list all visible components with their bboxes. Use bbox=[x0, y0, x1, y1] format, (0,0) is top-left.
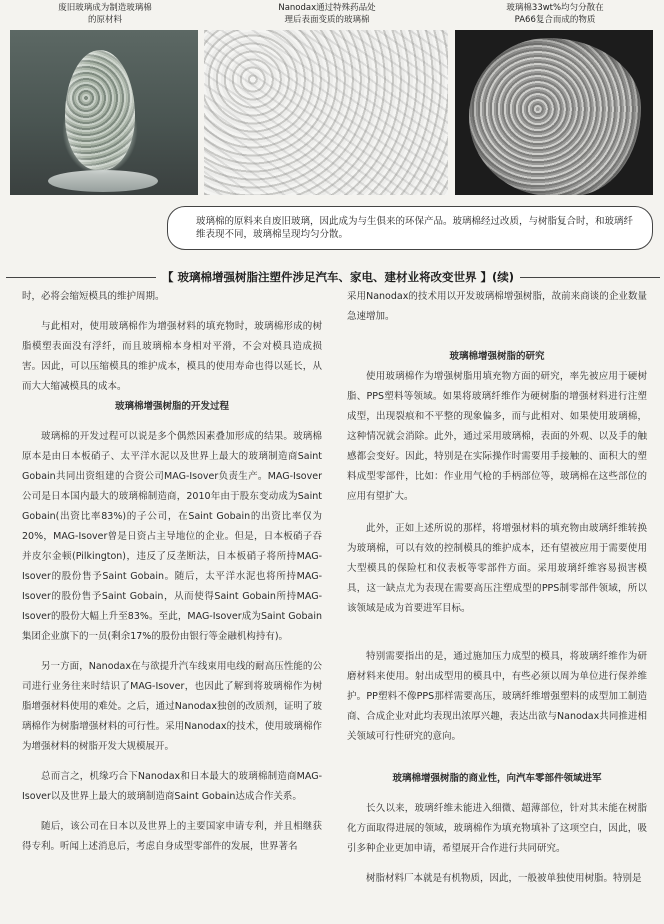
figure-3-caption: 玻璃棉33wt%均匀分散在 PA66复合而成的物质 bbox=[506, 3, 604, 25]
left-paragraph-3: 另一方面，Nanodax在与欲提升汽车线束用电线的耐高压性能的公司进行业务往来时结识了MAG-Isover，也因此了解到将玻璃棉作为树脂增强材料使用的难处。之后，通过Nanodax独创的改质剂，证明了玻璃棉作为树脂增强材料的可行性。采用Nanodax的技术，使用玻璃棉作为增强材料的树脂开发大规模展开。 bbox=[22, 661, 322, 752]
section-rule-left bbox=[6, 277, 156, 278]
section-rule-right bbox=[520, 277, 660, 278]
photo-callout: 玻璃棉的原料来自废旧玻璃，因此成为与生俱来的环保产品。玻璃棉经过改质，与树脂复合时，和玻璃纤维表现不同，玻璃棉呈现均匀分散。 bbox=[167, 206, 653, 250]
right-paragraph-5: 树脂材料厂本就是有机物质，因此，一般被单独使用树脂。特别是 bbox=[366, 873, 642, 884]
heading-development-process: 玻璃棉增强树脂的开发过程 bbox=[114, 401, 229, 412]
section-title: 【 玻璃棉增强树脂注塑件涉足汽车、家电、建材业将改变世界 】(续) bbox=[161, 270, 514, 284]
heading-research: 玻璃棉增强树脂的研究 bbox=[449, 351, 545, 362]
right-paragraph-1: 使用玻璃棉作为增强树脂用填充物方面的研究，率先被应用于硬树脂、PPS塑料等领域。如果将玻璃纤维作为硬树脂的增强材料进行注塑成型，出现裂痕和不平整的现象偏多，而与此相对、如果使用玻璃棉，这种情况就会消除。此外，通过采用玻璃棉，表面的外观、以及手的触感都会变好。因此，特别是在实际操作时需要用手接触的、面积大的塑料成型零部件，比如：作业用气枪的手柄部位等，玻璃棉在这些部位的应用有望扩大。 bbox=[347, 371, 647, 502]
right-column bbox=[347, 287, 647, 889]
flask-photo bbox=[10, 30, 198, 195]
right-paragraph-3: 特别需要指出的是，通过施加压力成型的模具，将玻璃纤维作为研磨材料来使用。射出成型用的模具中，有些必须以周为单位进行保养维护。PP塑料不像PPS那样需要高压，玻璃纤维增强塑料的成型加工制造商、合成企业对此均表现出浓厚兴趣，表达出欲与Nanodax共同推进相关领域可行性研究的意向。 bbox=[347, 651, 647, 742]
figure-2-caption: Nanodax通过特殊药品处 理后表面变质的玻璃棉 bbox=[278, 3, 376, 25]
left-column bbox=[22, 287, 322, 857]
left-paragraph-2: 玻璃棉的开发过程可以说是多个偶然因素叠加形成的结果。玻璃棉原本是由日本板硝子、太平洋水泥以及世界上最大的玻璃制造商Saint Gobain共同出资组建的合资公司MAG-Isover负责生产。MAG-Isover公司是日本国内最大的玻璃棉制造商，2010年由于股东变动成为Saint Gobain(出资比率83%)的子公司，在Saint Gobain的出资比率仅为20%，MAG-Isover曾是日资占主导地位的企业。但是，日本板硝子吞并皮尔金顿(Pilkington)，违反了反垄断法，日本板硝子将所持MAG-Isover的股份售予Saint Gobain。随后，太平洋水泥也将所持MAG-Isover的股份售予Saint Gobain，从而使得Saint Gobain所持MAG-Isover的股份大幅上升至83%。至此，MAG-Isover成为Saint Gobain集团企业旗下的一员(剩余17%的股份由银行等金融机构持有)。 bbox=[22, 431, 322, 642]
left-paragraph-0: 时，必将会缩短模具的维护周期。 bbox=[22, 291, 165, 302]
figure-1-caption: 废旧玻璃成为制造玻璃棉 的原材料 bbox=[58, 3, 152, 25]
composite-material-photo bbox=[455, 30, 653, 195]
glass-stand-icon bbox=[48, 170, 158, 192]
right-paragraph-2: 此外，正如上述所说的那样，将增强材料的填充物由玻璃纤维转换为玻璃棉，可以有效的控制模具的维护成本，还有望被应用于需要使用大型模具的保险杠和仪表板等零部件方面。采用玻璃纤维容易损害模具，这一缺点尤为表现在需要高压注塑成型的PPS制零部件领域，所以该领域是成为首要进军目标。 bbox=[347, 523, 647, 614]
left-paragraph-4: 总而言之，机缘巧合下Nanodax和日本最大的玻璃棉制造商MAG-Isover以及世界上最大的玻璃制造商Saint Gobain达成合作关系。 bbox=[22, 771, 322, 802]
treated-glass-wool-photo bbox=[204, 30, 448, 195]
composite-sample-icon bbox=[469, 38, 641, 195]
heading-commercialization: 玻璃棉增强树脂的商业性，向汽车零部件领域进军 bbox=[392, 773, 602, 784]
left-paragraph-5: 随后，该公司在日本以及世界上的主要国家申请专利，并且相继获得专利。听闻上述消息后，考虑自身成型零部件的发展，世界著名 bbox=[22, 821, 322, 852]
glass-flask-icon bbox=[65, 50, 135, 170]
left-paragraph-1: 与此相对，使用玻璃棉作为增强材料的填充物时，玻璃棉形成的树脂模塑表面没有浮纤，而且玻璃棉本身相对平滑，不会对模具造成损害。因此，可以压缩模具的维护成本，模具的使用寿命也得以延长，从而大大缩减模具的成本。 bbox=[22, 321, 322, 392]
right-paragraph-0: 采用Nanodax的技术用以开发玻璃棉增强树脂，故前来商谈的企业数量急速增加。 bbox=[347, 291, 647, 322]
right-paragraph-4: 长久以来，玻璃纤维未能进入细微、超薄部位，针对其未能在树脂化方面取得进展的领域，玻璃棉作为填充物填补了这项空白，因此，吸引多种企业更加申请，希望展开合作进行共同研究。 bbox=[347, 803, 647, 854]
